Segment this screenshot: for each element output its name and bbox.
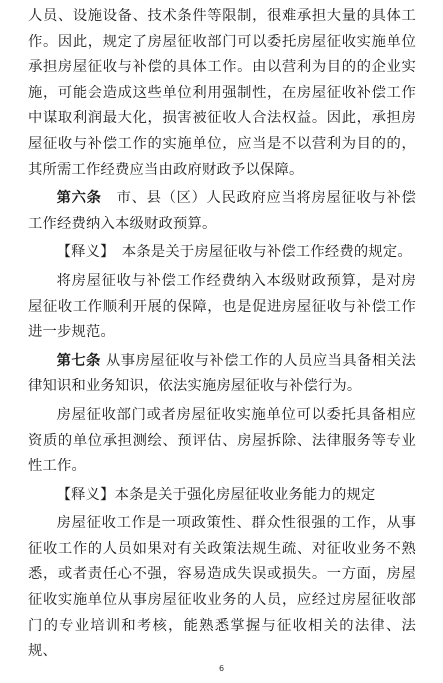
interpretation-heading <box>28 483 416 509</box>
paragraph-text: 【释义】本条是关于强化房屋征收业务能力的规定 <box>56 486 376 503</box>
article-7-clause-2 <box>28 403 416 480</box>
paragraph-text: 房屋征收部门或者房屋征收实施单位可以委托具备相应资质的单位承担测绘、预评估、房屋拆除、法律服务等专业性工作。 <box>28 406 416 475</box>
paragraph-text: 将房屋征收与补偿工作经费纳入本级财政预算，是对房屋征收工作顺利开展的保障，也是促进房屋征收与补偿工作进一步规范。 <box>28 272 416 341</box>
interpretation-paragraph <box>28 511 416 665</box>
article-text: 市、县（区）人民政府应当将房屋征收与补偿工作经费纳入本级财政预算。 <box>28 190 416 232</box>
interpretation-heading <box>28 240 416 266</box>
article-7 <box>28 349 416 400</box>
article-6 <box>28 186 416 237</box>
document-page <box>28 4 416 668</box>
interpretation-paragraph <box>28 269 416 346</box>
page-number: 6 <box>218 664 225 673</box>
article-heading: 第六条 <box>56 190 102 207</box>
paragraph-text: 【释义】 本条是关于房屋征收与补偿工作经费的规定。 <box>56 244 412 261</box>
paragraph-text: 人员、设施设备、技术条件等限制，很难承担大量的具体工作。因此，规定了房屋征收部门可以委托房屋征收实施单位承担房屋征收与补偿的具体工作。由以营利为目的的企业实施，可能会造成这些单位利用强制性，在房屋征收补偿工作中谋取利润最大化，损害被征收人合法权益。因此，承担房屋征收与补偿工作的实施单位，应当是不以营利为目的的，其所需工作经费应当由政府财政予以保障。 <box>28 8 416 178</box>
article-text: 从事房屋征收与补偿工作的人员应当具备相关法律知识和业务知识，依法实施房屋征收与补偿行为。 <box>28 352 416 395</box>
article-heading: 第七条 <box>56 352 101 369</box>
paragraph-continuation <box>28 4 416 183</box>
paragraph-text: 房屋征收工作是一项政策性、群众性很强的工作，从事征收工作的人员如果对有关政策法规生疏、对征收业务不熟悉，或者责任心不强，容易造成失误或损失。一方面，房屋征收实施单位从事房屋征收业务的人员，应经过房屋征收部门的专业培训和考核，能熟悉掌握与征收相关的法律、法规、 <box>28 515 416 660</box>
